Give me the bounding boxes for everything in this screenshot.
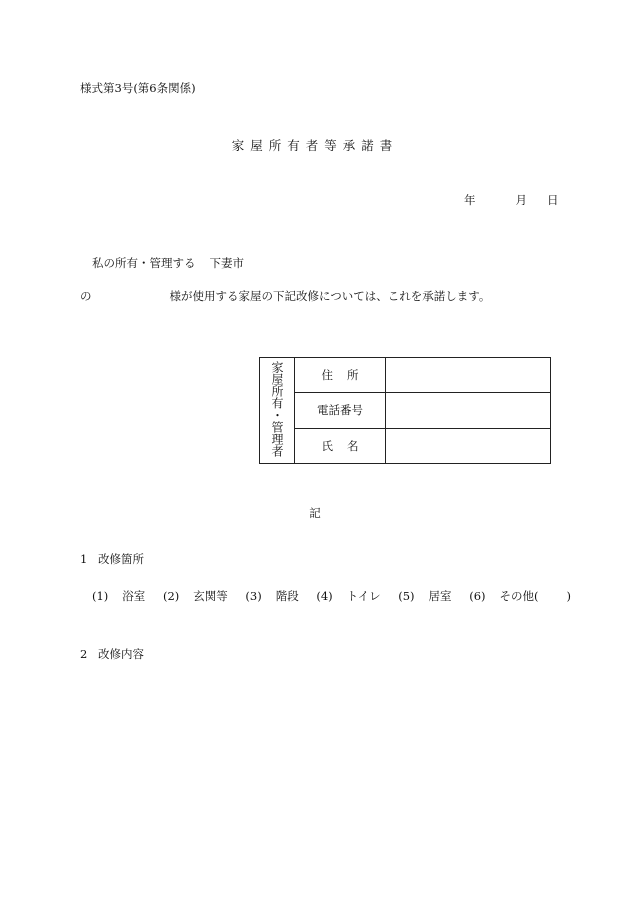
address-field[interactable] — [386, 358, 551, 393]
date-month: 月 — [515, 193, 527, 207]
list-item: (4) トイレ — [316, 589, 381, 603]
table-row — [260, 358, 551, 393]
section-1-number: 1 — [80, 552, 88, 566]
list-item: (6) その他( ) — [469, 589, 571, 603]
form-number: 様式第3号(第6条関係) — [80, 81, 196, 95]
date-day: 日 — [547, 193, 559, 207]
other-close-paren: ) — [566, 589, 571, 603]
repair-location-list — [92, 588, 571, 604]
owner-info-table — [259, 357, 551, 464]
list-item: (1) 浴室 — [92, 589, 146, 603]
list-item: (5) 居室 — [398, 589, 452, 603]
name-label: 氏名 — [295, 428, 386, 463]
address-label: 住所 — [295, 358, 386, 393]
phone-field[interactable] — [386, 393, 551, 428]
date-year: 年 — [464, 193, 476, 207]
name-field[interactable] — [386, 428, 551, 463]
section-2-title: 改修内容 — [98, 647, 144, 661]
table-row — [260, 393, 551, 428]
section-2-number: 2 — [80, 647, 88, 661]
section-2-heading — [80, 646, 144, 662]
body-line2-text: 様が使用する家屋の下記改修については、これを承諾します。 — [169, 289, 491, 303]
date-line — [464, 192, 559, 208]
body-line-1 — [92, 255, 244, 271]
phone-label: 電話番号 — [295, 393, 386, 428]
owner-table-header — [260, 358, 295, 464]
body-line1-text: 私の所有・管理する — [92, 256, 196, 270]
city-name: 下妻市 — [209, 256, 244, 270]
body-line-2 — [80, 288, 490, 304]
table-row — [260, 428, 551, 463]
list-item: (3) 階段 — [245, 589, 299, 603]
document-title: 家屋所有者等承諾書 — [231, 138, 399, 153]
ki-marker: 記 — [309, 506, 321, 520]
section-1-heading — [80, 551, 144, 567]
body-line2-prefix: の — [80, 289, 92, 303]
owner-header-label: 家屋所有・管理者 — [270, 361, 284, 457]
list-item: (2) 玄関等 — [162, 589, 228, 603]
section-1-title: 改修箇所 — [98, 552, 144, 566]
